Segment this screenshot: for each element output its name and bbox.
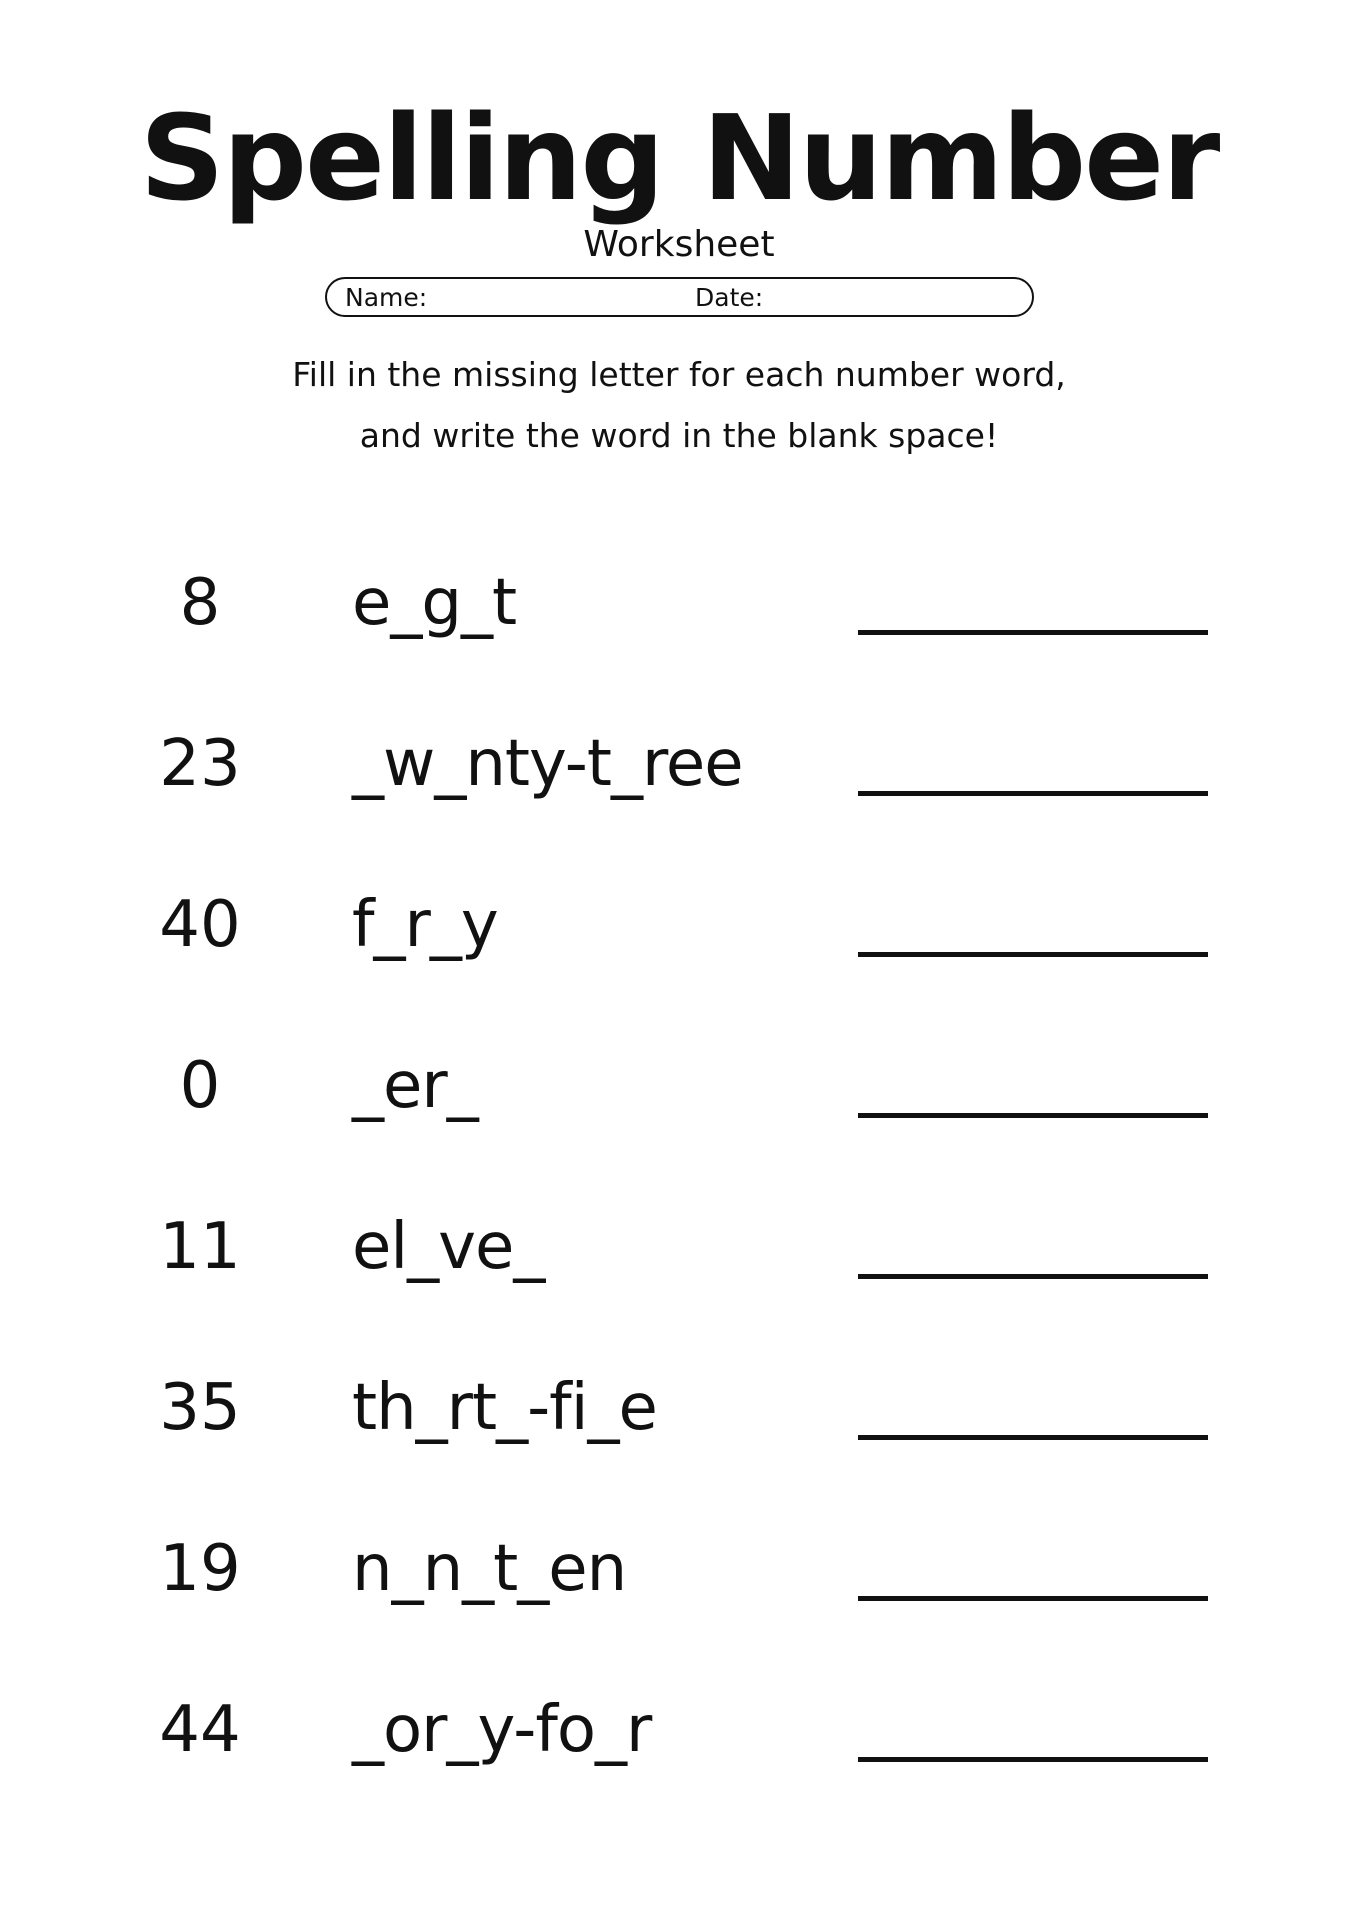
instructions-line-1: Fill in the missing letter for each number word, — [292, 355, 1066, 394]
exercise-row — [0, 870, 1358, 970]
answer-blank[interactable] — [858, 630, 1208, 635]
exercise-row — [0, 1192, 1358, 1292]
number-value: 23 — [159, 727, 241, 801]
worksheet-subtitle: Worksheet — [583, 224, 775, 265]
exercise-row — [0, 1353, 1358, 1453]
answer-blank[interactable] — [858, 952, 1208, 957]
missing-letter-word: th_rt_-fi_e — [352, 1371, 657, 1445]
missing-letter-word: _er_ — [352, 1049, 478, 1123]
answer-blank[interactable] — [858, 1274, 1208, 1279]
missing-letter-word: f_r_y — [352, 888, 498, 962]
number-value: 40 — [159, 888, 241, 962]
missing-letter-word: _or_y-fo_r — [352, 1693, 652, 1767]
number-value: 11 — [159, 1210, 241, 1284]
missing-letter-word: n_n_t_en — [352, 1532, 627, 1606]
exercise-row — [0, 1514, 1358, 1614]
answer-blank[interactable] — [858, 791, 1208, 796]
date-label: Date: — [695, 283, 764, 312]
number-value: 44 — [159, 1693, 241, 1767]
number-value: 35 — [159, 1371, 241, 1445]
answer-blank[interactable] — [858, 1757, 1208, 1762]
missing-letter-word: el_ve_ — [352, 1210, 545, 1284]
exercise-row — [0, 1031, 1358, 1131]
number-value: 0 — [179, 1049, 221, 1123]
worksheet-title: Spelling Number — [139, 89, 1219, 227]
exercise-row — [0, 1675, 1358, 1775]
number-value: 19 — [159, 1532, 241, 1606]
missing-letter-word: _w_nty-t_ree — [352, 727, 743, 801]
missing-letter-word: e_g_t — [352, 566, 517, 640]
answer-blank[interactable] — [858, 1435, 1208, 1440]
exercise-row — [0, 548, 1358, 648]
answer-blank[interactable] — [858, 1113, 1208, 1118]
answer-blank[interactable] — [858, 1596, 1208, 1601]
instructions-line-2: and write the word in the blank space! — [359, 416, 999, 455]
exercise-row — [0, 709, 1358, 809]
number-value: 8 — [179, 566, 221, 640]
name-label: Name: — [345, 283, 428, 312]
